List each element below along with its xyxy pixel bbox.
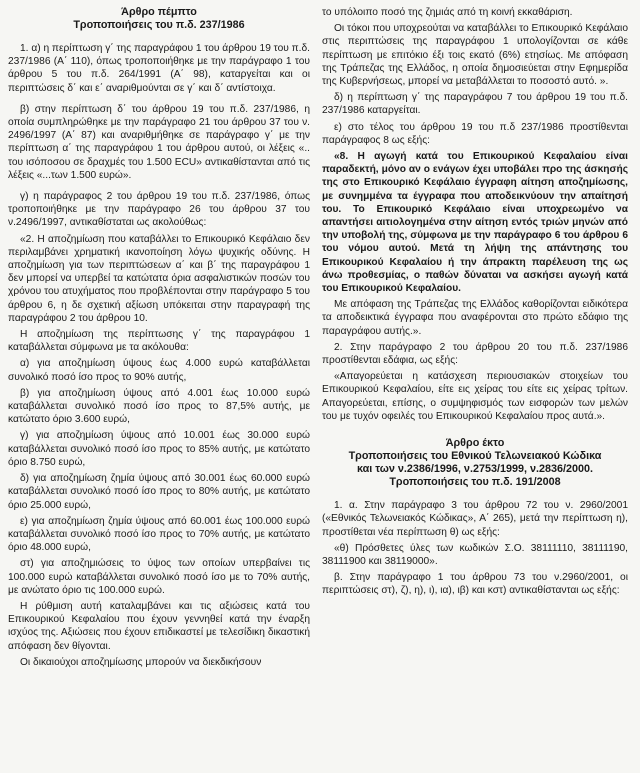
paragraph: ε) στο τέλος του άρθρου 19 του π.δ 237/1986 προστίθενται παράγραφος 8 ως εξής:	[322, 121, 628, 146]
list-item: ε) για αποζημίωση ζημία ύψους από 60.001 έως 100.000 ευρώ καταβάλλεται συνολικό ποσό ίσο προς το 70% αυτής, με κατώτατο όριο 48.000 ευρώ,	[8, 515, 310, 554]
paragraph: Με απόφαση της Τράπεζας της Ελλάδος καθορίζονται ειδικότερα τα αποδεικτικά έγγραφα που αναφέρονται στο πρώτο εδάφιο της παραγράφου αυτής.».	[322, 299, 628, 337]
list-item: γ) για αποζημίωση ύψους από 10.001 έως 30.000 ευρώ καταβάλλεται συνολικό ποσό ίσο προς το 85% αυτής, με κατώτατο όριο 8.750 ευρώ,	[8, 430, 310, 468]
paragraph: το υπόλοιπο ποσό της ζημιάς από τη κοινή εκκαθάριση.	[322, 7, 573, 18]
paragraph: 1. α) η περίπτωση γ΄ της παραγράφου 1 του άρθρου 19 του π.δ. 237/1986 (Α΄ 110), όπως τροποποιήθηκε με την παράγραφο 1 του άρθρου 5 του π.δ. 264/1991 (Α΄ 98), καταργείται και οι περιπτώσεις δ΄ και ε΄ αναριθμούνται σε γ΄ και δ΄ αντίστοιχα.	[8, 43, 310, 94]
paragraph: Η αποζημίωση της περίπτωσης γ΄ της παραγράφου 1 καταβάλλεται σύμφωνα με τα ακόλουθα:	[8, 329, 310, 354]
article-subtitle-line: και των ν.2386/1996, ν.2753/1999, ν.2836/2000.	[356, 463, 594, 476]
article-subtitle-line: Τροποποιήσεις του Εθνικού Τελωνειακού Κώδικα	[348, 450, 602, 463]
paragraph: β. Στην παράγραφο 1 του άρθρου 73 του ν.2960/2001, οι περιπτώσεις στ), ζ), η), ι), ια), ιβ) και κστ) αντικαθίστανται ως εξής:	[322, 572, 628, 597]
paragraph: «Απαγορεύεται η κατάσχεση περιουσιακών στοιχείων του Επικουρικού Κεφαλαίου, είτε εις χείρας του είτε εις χείρας τρίτων. Απαγορεύεται, επίσης, ο συμψηφισμός των εισφορών των μελών του με τυχόν οφειλές του Επικουρικού Κεφαλαίου προς αυτά.».	[322, 371, 628, 422]
paragraph: Οι δικαιούχοι αποζημίωσης μπορούν να διεκδικήσουν	[20, 656, 262, 668]
paragraph: γ) η παράγραφος 2 του άρθρου 19 του π.δ. 237/1986, όπως τροποποιήθηκε με την παράγραφο 26 του άρθρου 37 του ν.2496/1997, αντικαθίσταται ως ακολούθως:	[8, 191, 310, 229]
paragraph: «θ) Πρόσθετες ύλες των κωδικών Σ.Ο. 38111110, 38111190, 38111900 και 38119000».	[322, 542, 628, 567]
left-column	[8, 6, 310, 773]
paragraph: δ) η περίπτωση γ΄ της παραγράφου 7 του άρθρου 19 του π.δ. 237/1986 καταργείται.	[322, 92, 628, 117]
list-item: στ) για αποζημιώσεις το ύψος των οποίων υπερβαίνει τις 100.000 ευρώ καταβάλλεται συνολικό ποσό ίσο με το 70% αυτής, με ανώτατο όριο τις 100.000 ευρώ.	[8, 558, 310, 596]
paragraph: 2. Στην παράγραφο 2 του άρθρου 20 του π.δ. 237/1986 προστίθενται εδάφια, ως εξής:	[322, 341, 628, 367]
list-item: β) για αποζημίωση ύψους από 4.001 έως 10.000 ευρώ καταβάλλεται συνολικό ποσό ίσο προς το 87,5% αυτής, με κατώτατο όριο 3.600 ευρώ,	[8, 387, 310, 426]
article-subtitle-line: Τροποποιήσεις του π.δ. 191/2008	[389, 476, 561, 489]
paragraph: «8. Η αγωγή κατά του Επικουρικού Κεφαλαίου είναι παραδεκτή, μόνο αν ο ενάγων έχει υποβάλει προ της άσκησής της στο Επικουρικό Κεφάλαιο έγγραφη αίτηση αποζημίωσης, με συνημμένα τα έγγραφα που αποδεικνύουν την απαίτησή του. Το Επικουρικό Κεφάλαιο είναι υποχρεωμένο να απαντήσει αιτιολογημένα στην αίτηση εντός τριών μηνών από την υποβολή της, σύμφωνα με την παράγραφο 6 του άρθρου 6 του νόμου αυτού. Μετά τη λήψη της απάντησης του Επικουρικού Κεφαλαίου ή την άπρακτη παρέλευση της ως άνω προθεσμίας, ο παθών δύναται να ασκήσει αγωγή κατά του Επικουρικού Κεφαλαίου.	[322, 151, 628, 295]
list-item: δ) για αποζημίωση ζημία ύψους από 30.001 έως 60.000 ευρώ καταβάλλεται συνολικό ποσό ίσο προς το 80% αυτής, με κατώτατο όριο 25.000 ευρώ,	[8, 473, 310, 511]
article-title: Άρθρο έκτο	[445, 437, 505, 450]
paragraph: β) στην περίπτωση δ΄ του άρθρου 19 του π.δ. 237/1986, η οποία συμπληρώθηκε με την παράγραφο 21 του άρθρου 37 του ν. 2496/1997 (Α΄ 87) και αναριθμήθηκε σε παράγραφο γ΄ με την περίπτωση α΄ της παραγράφου 1 του άρθρου αυτού, οι λέξεις «.. του ισόποσου σε δραχμές του 1.500 ECU» αντικαθίστανται από τις λέξεις «...των 1.500 ευρώ».	[8, 103, 310, 181]
article-subtitle: Τροποποιήσεις του π.δ. 237/1986	[73, 19, 245, 31]
list-item: α) για αποζημίωση ύψους έως 4.000 ευρώ καταβάλλεται συνολικό ποσό ίσο προς το 90% αυτής,	[8, 358, 310, 383]
article-title: Άρθρο πέμπτο	[121, 6, 197, 18]
paragraph: Οι τόκοι που υποχρεούται να καταβάλλει το Επικουρικό Κεφάλαιο στις περιπτώσεις της παραγράφου 1 υπολογίζονται σε κάθε περίπτωση με επιτόκιο έξι τοις εκατό (6%) ετησίως. Με απόφαση της Τράπεζας της Ελλάδος, η οποία δημοσιεύεται στην Εφημερίδα της Κυβερνήσεως, μπορεί να μεταβάλλεται το ποσοστό αυτό. ».	[322, 23, 628, 88]
paragraph: «2. Η αποζημίωση που καταβάλλει το Επικουρικό Κεφάλαιο δεν περιλαμβάνει χρηματική ικανοποίηση λόγω ψυχικής οδύνης. Η αποζημίωση για των περιπτώσεων α΄ και β΄ της παραγράφου 1 δεν μπορεί να υπερβεί τα κατώτατα όρια ασφαλιστικών ποσών του χρόνου του ατυχήματος που προβλέπονται στην παράγραφο 5 του άρθρου 6, η δε σχετική αξίωση υπόκειται στην παραγραφή της παραγράφου 2 του άρθρου 10.	[8, 233, 310, 324]
paragraph: Η ρύθμιση αυτή καταλαμβάνει και τις αξιώσεις κατά του Επικουρικού Κεφαλαίου που έχουν γεννηθεί κατά την έναρξη ισχύος της. Αξιώσεις που έχουν επιδικαστεί με τελεσίδικη δικαστική απόφαση δεν θίγονται.	[8, 600, 310, 652]
paragraph: 1. α. Στην παράγραφο 3 του άρθρου 72 του ν. 2960/2001 («Εθνικός Τελωνειακός Κώδικας», Α΄ 265), μετά την περίπτωση η), προστίθεται νέα περίπτωση θ) ως εξής:	[322, 500, 628, 538]
right-column	[322, 6, 628, 773]
